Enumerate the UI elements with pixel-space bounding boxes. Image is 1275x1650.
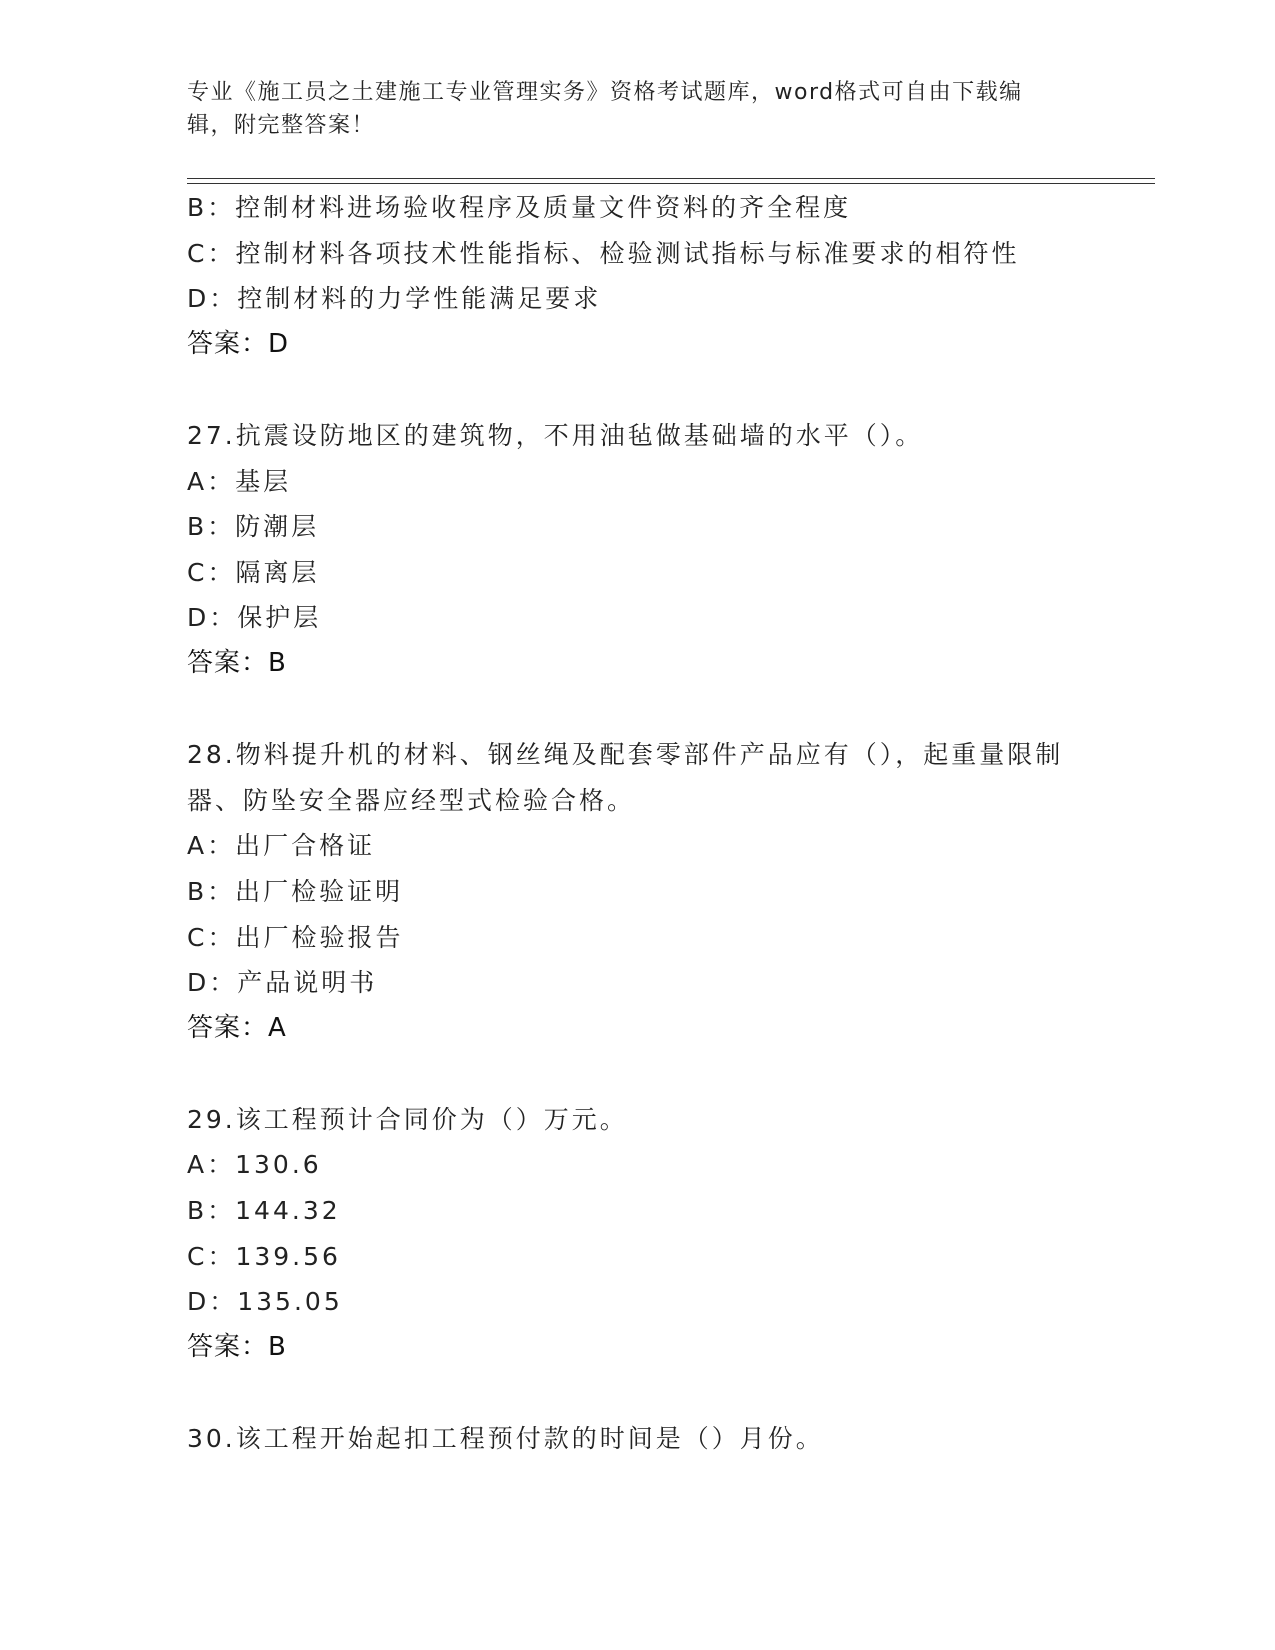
option-c: C：控制材料各项技术性能指标、检验测试指标与标准要求的相符性 — [187, 238, 1020, 268]
spacer — [187, 367, 1087, 413]
option-b: B：144.32 — [187, 1196, 341, 1226]
option-a: A：基层 — [187, 466, 292, 496]
spacer — [187, 687, 1087, 733]
question-stem: 27.抗震设防地区的建筑物，不用油毡做基础墙的水平（）。 — [187, 420, 924, 450]
option-d: D：产品说明书 — [187, 968, 378, 998]
option-d: D：保护层 — [187, 603, 322, 633]
document-header — [187, 76, 1067, 142]
answer-line: 答案：A — [187, 1012, 287, 1043]
option-d: D：135.05 — [187, 1287, 343, 1317]
option-c: C：139.56 — [187, 1241, 341, 1271]
option-d: D：控制材料的力学性能满足要求 — [187, 284, 602, 314]
spacer — [187, 1370, 1087, 1416]
option-a: A：出厂合格证 — [187, 831, 376, 861]
option-a: A：130.6 — [187, 1150, 322, 1180]
header-divider-top — [187, 178, 1155, 179]
answer-line: 答案：D — [187, 328, 290, 359]
question-stem: 29.该工程预计合同价为（）万元。 — [187, 1104, 628, 1134]
option-b: B：控制材料进场验收程序及质量文件资料的齐全程度 — [187, 193, 852, 222]
question-28 — [187, 732, 1087, 1051]
question-26-continued — [187, 185, 1087, 367]
question-27 — [187, 413, 1087, 687]
header-text: 专业《施工员之土建施工专业管理实务》资格考试题库，word格式可自由下载编辑，附完整答案！ — [187, 80, 1023, 138]
header-divider-bottom — [187, 183, 1155, 184]
answer-line: 答案：B — [187, 1331, 287, 1362]
question-29 — [187, 1097, 1087, 1371]
option-c: C：隔离层 — [187, 557, 320, 587]
option-b: B：出厂检验证明 — [187, 876, 404, 906]
answer-line: 答案：B — [187, 647, 287, 678]
spacer — [187, 1051, 1087, 1097]
option-c: C：出厂检验报告 — [187, 922, 404, 952]
question-list — [187, 185, 1087, 1462]
question-30 — [187, 1416, 1087, 1462]
question-stem: 28.物料提升机的材料、钢丝绳及配套零部件产品应有（），起重量限制器、防坠安全器应经型式检验合格。 — [187, 740, 1064, 815]
option-b: B：防潮层 — [187, 512, 320, 542]
question-stem: 30.该工程开始起扣工程预付款的时间是（）月份。 — [187, 1424, 824, 1454]
